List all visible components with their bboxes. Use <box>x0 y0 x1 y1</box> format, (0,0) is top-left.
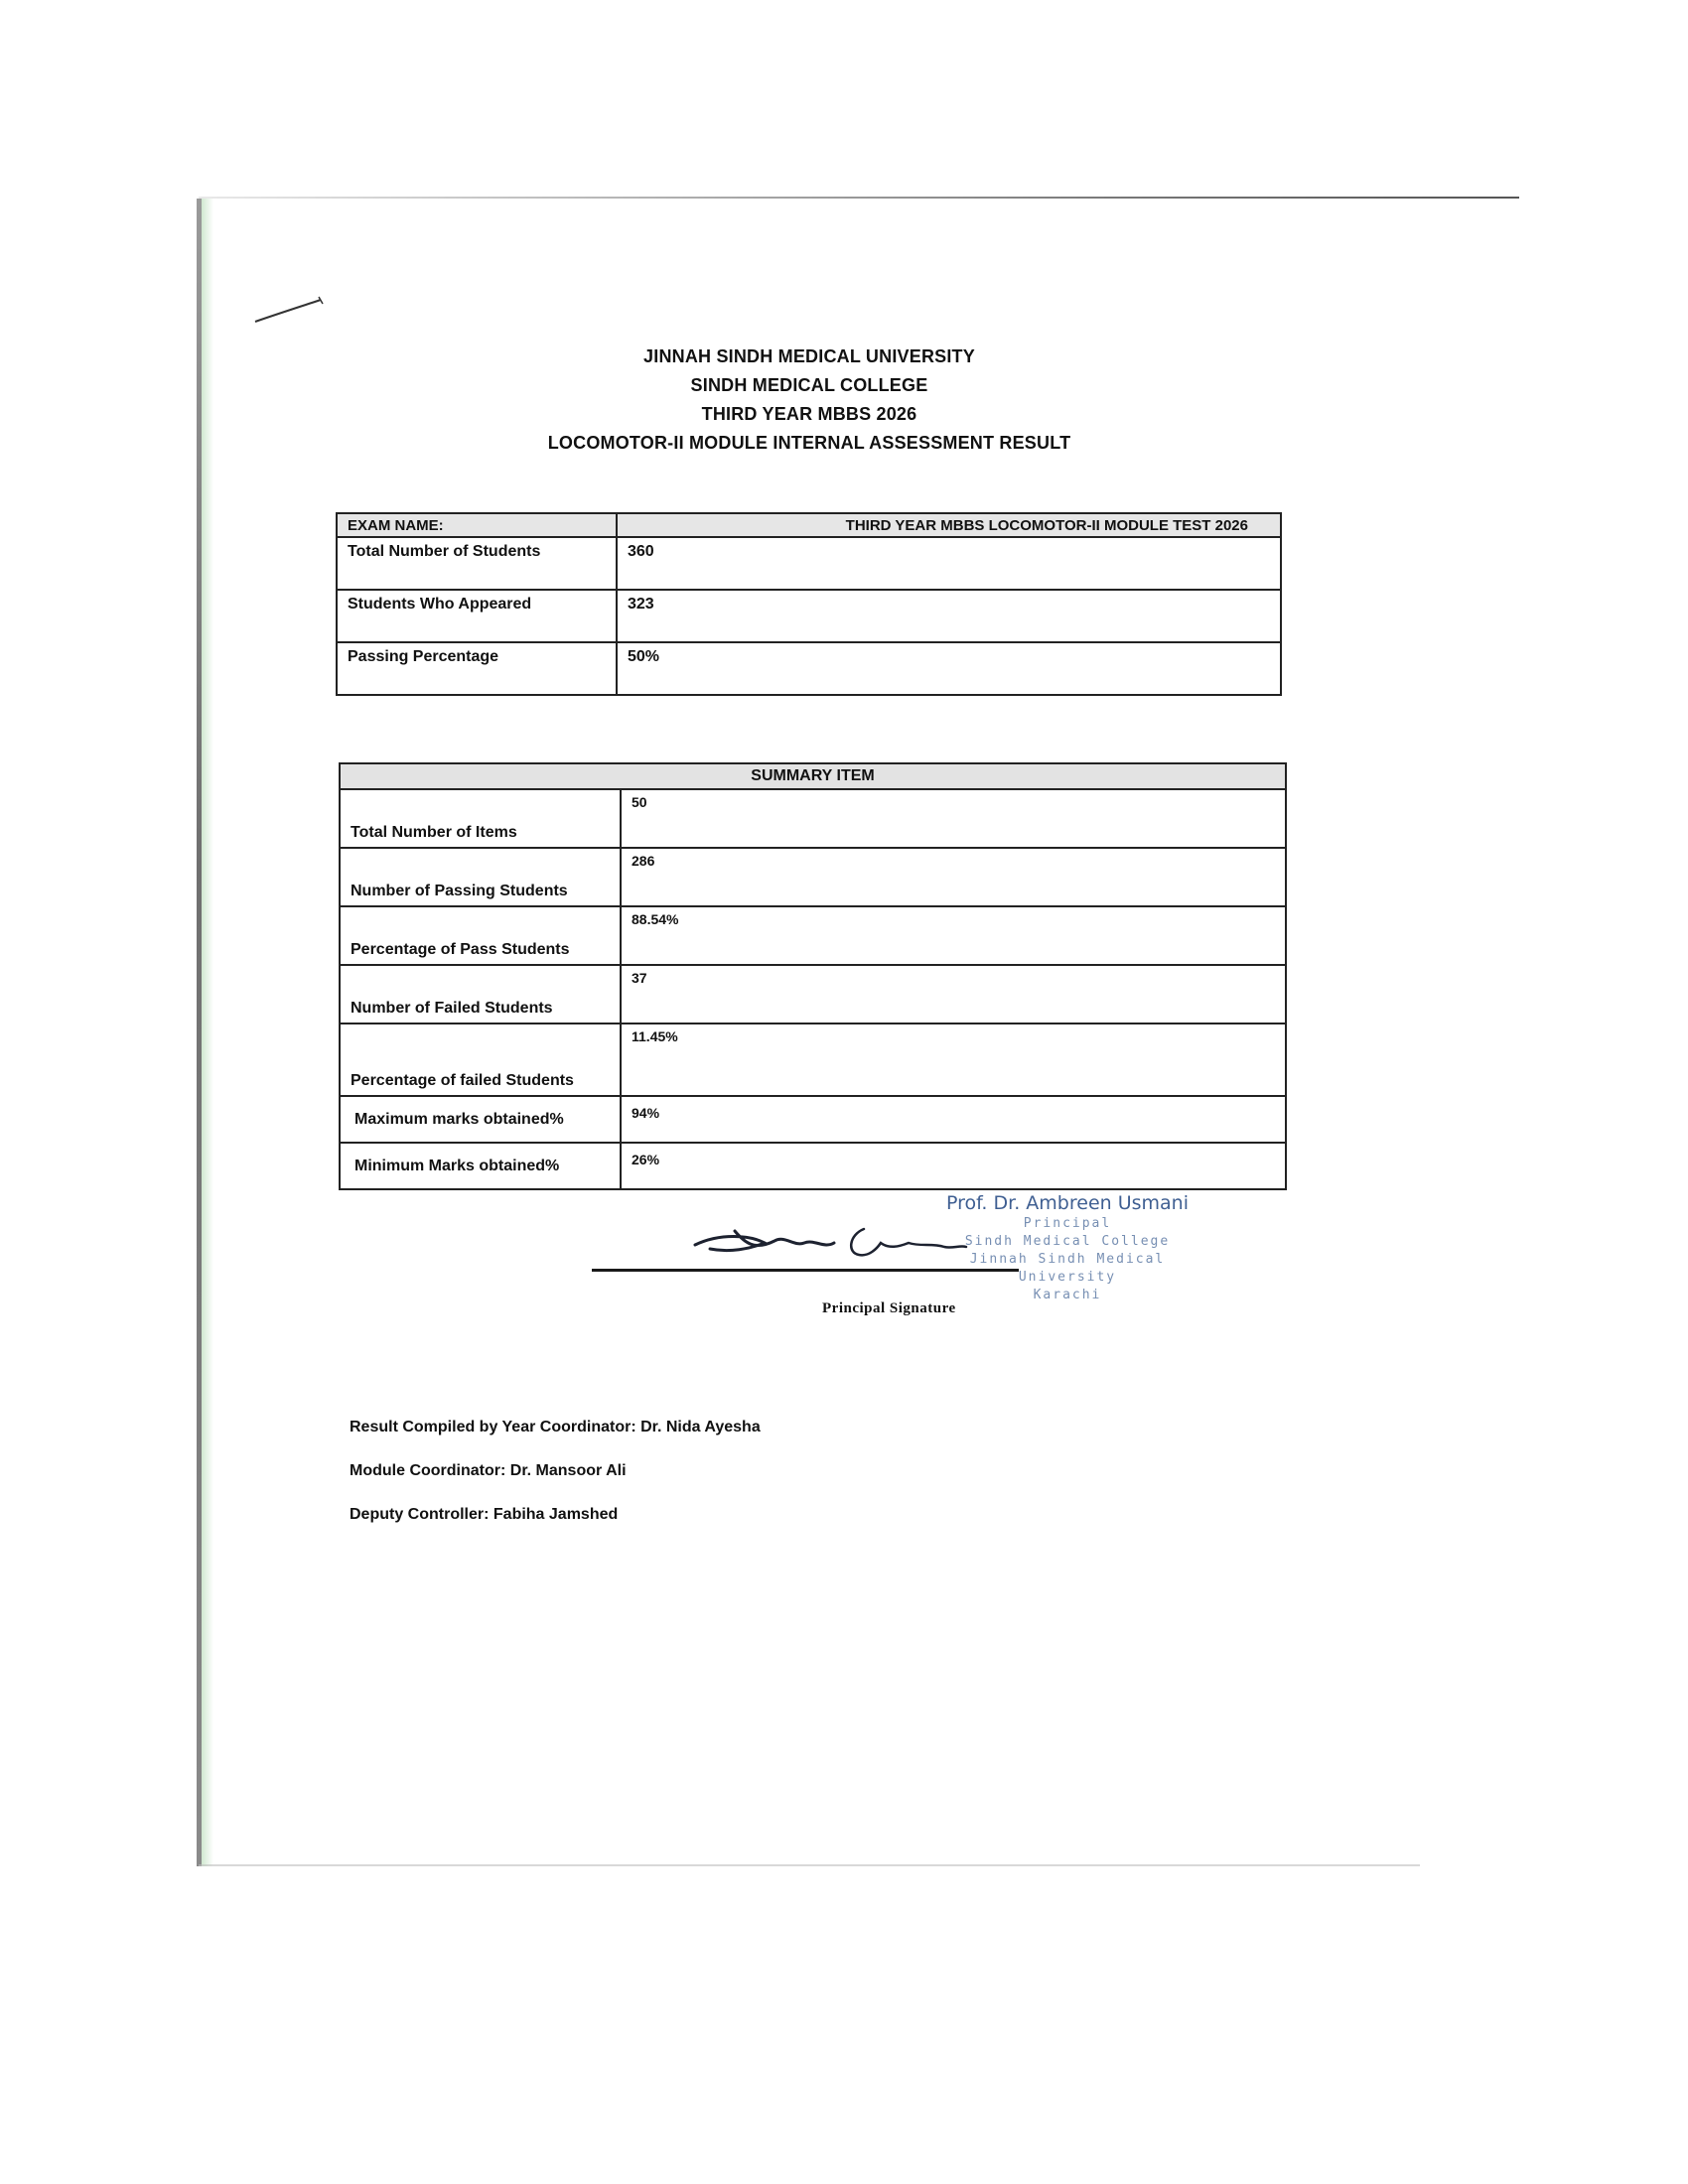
page-bottom-edge <box>199 1864 1420 1866</box>
principal-signature <box>690 1213 968 1273</box>
stamp-line: Principal <box>1023 1216 1112 1231</box>
minimum-marks-label: Minimum Marks obtained% <box>340 1143 621 1189</box>
failed-students-label: Number of Failed Students <box>340 965 621 1024</box>
signature-caption: Principal Signature <box>822 1300 956 1316</box>
stamp-line: Jinnah Sindh Medical University <box>969 1252 1166 1285</box>
summary-caption: SUMMARY ITEM <box>340 763 1286 789</box>
exam-name-label: EXAM NAME: <box>337 513 617 537</box>
table-row <box>337 642 1281 695</box>
passing-students-value: 286 <box>621 848 1286 906</box>
deputy-controller: Deputy Controller: Fabiha Jamshed <box>350 1506 619 1523</box>
failed-percentage-value: 11.45% <box>621 1024 1286 1096</box>
stamp-line: Sindh Medical College <box>964 1234 1171 1249</box>
table-row <box>340 1143 1286 1189</box>
exam-name-row <box>337 513 1281 537</box>
summary-caption-row <box>340 763 1286 789</box>
college-name: SINDH MEDICAL COLLEGE <box>690 375 928 395</box>
students-appeared-label: Students Who Appeared <box>337 590 617 642</box>
passing-students-label: Number of Passing Students <box>340 848 621 906</box>
summary-table <box>339 762 1287 1190</box>
total-items-label: Total Number of Items <box>340 789 621 848</box>
passing-percentage-label: Passing Percentage <box>337 642 617 695</box>
module-coordinator: Module Coordinator: Dr. Mansoor Ali <box>350 1462 627 1479</box>
maximum-marks-label: Maximum marks obtained% <box>340 1096 621 1143</box>
table-row <box>340 848 1286 906</box>
exam-name-value: THIRD YEAR MBBS LOCOMOTOR-II MODULE TEST 2026 <box>617 513 1281 537</box>
pass-percentage-label: Percentage of Pass Students <box>340 906 621 965</box>
table-row <box>337 537 1281 590</box>
table-row <box>340 906 1286 965</box>
document-title: LOCOMOTOR-II MODULE INTERNAL ASSESSMENT RESULT <box>547 433 1071 453</box>
total-students-value: 360 <box>617 537 1281 590</box>
table-row <box>340 965 1286 1024</box>
university-name: JINNAH SINDH MEDICAL UNIVERSITY <box>643 346 975 366</box>
document-header <box>0 342 1618 458</box>
failed-students-value: 37 <box>621 965 1286 1024</box>
principal-stamp <box>933 1191 1201 1304</box>
maximum-marks-value: 94% <box>621 1096 1286 1143</box>
exam-info-table <box>336 512 1282 696</box>
table-row <box>340 1024 1286 1096</box>
pass-percentage-value: 88.54% <box>621 906 1286 965</box>
class-year: THIRD YEAR MBBS 2026 <box>701 404 917 424</box>
total-items-value: 50 <box>621 789 1286 848</box>
stamp-line: Karachi <box>1033 1288 1102 1302</box>
pen-mark <box>253 296 333 326</box>
year-coordinator: Result Compiled by Year Coordinator: Dr. Nida Ayesha <box>350 1419 761 1435</box>
table-row <box>337 590 1281 642</box>
compiled-by-section <box>350 1408 761 1539</box>
page-top-edge <box>199 197 1519 199</box>
failed-percentage-label: Percentage of failed Students <box>340 1024 621 1096</box>
stamp-name: Prof. Dr. Ambreen Usmani <box>945 1192 1189 1214</box>
passing-percentage-value: 50% <box>617 642 1281 695</box>
signature-line <box>592 1269 1019 1272</box>
minimum-marks-value: 26% <box>621 1143 1286 1189</box>
table-row <box>340 1096 1286 1143</box>
total-students-label: Total Number of Students <box>337 537 617 590</box>
table-row <box>340 789 1286 848</box>
students-appeared-value: 323 <box>617 590 1281 642</box>
